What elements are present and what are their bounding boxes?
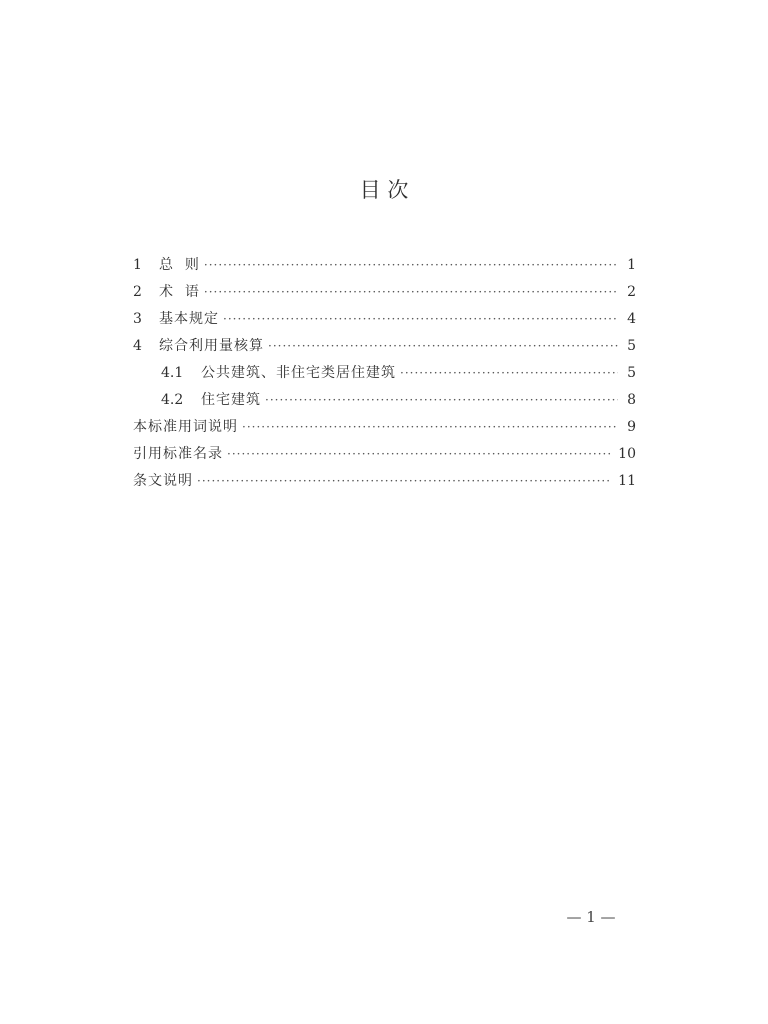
toc-entry-title: 总 则 xyxy=(159,257,200,273)
toc-entry-page: 4 xyxy=(627,311,636,327)
toc-entry-number: 4.2 xyxy=(161,392,184,408)
toc-leader-dots xyxy=(265,390,618,410)
toc-entry-title: 本标准用词说明 xyxy=(133,419,238,435)
toc-leader-dots xyxy=(268,336,618,356)
toc-entry[interactable] xyxy=(133,255,636,282)
table-of-contents xyxy=(133,255,636,498)
toc-entry-number: 3 xyxy=(133,311,142,327)
toc-entry-number: 2 xyxy=(133,284,142,300)
toc-entry-title: 引用标准名录 xyxy=(133,446,223,462)
toc-entry-title: 公共建筑、非住宅类居住建筑 xyxy=(201,365,396,381)
toc-entry-page: 5 xyxy=(627,338,636,354)
toc-leader-dots xyxy=(223,309,618,329)
toc-entry[interactable] xyxy=(133,444,636,471)
toc-entry-number: 4.1 xyxy=(161,365,184,381)
toc-entry-number: 4 xyxy=(133,338,142,354)
toc-subentry[interactable] xyxy=(133,363,636,390)
toc-leader-dots xyxy=(227,444,612,464)
toc-entry[interactable] xyxy=(133,282,636,309)
toc-leader-dots xyxy=(204,255,618,275)
toc-entry-title: 住宅建筑 xyxy=(201,392,261,408)
toc-leader-dots xyxy=(242,417,618,437)
toc-entry[interactable] xyxy=(133,336,636,363)
toc-leader-dots xyxy=(197,471,612,491)
toc-entry[interactable] xyxy=(133,417,636,444)
toc-entry-title: 基本规定 xyxy=(159,311,219,327)
toc-entry-title: 条文说明 xyxy=(133,473,193,489)
toc-entry-page: 2 xyxy=(627,284,636,300)
toc-entry-title: 术 语 xyxy=(159,284,200,300)
toc-leader-dots xyxy=(400,363,618,383)
toc-entry-page: 9 xyxy=(627,419,636,435)
toc-entry-title: 综合利用量核算 xyxy=(159,338,264,354)
toc-entry[interactable] xyxy=(133,309,636,336)
toc-entry-page: 8 xyxy=(627,392,636,408)
toc-entry-page: 5 xyxy=(627,365,636,381)
toc-entry-page: 1 xyxy=(627,257,636,273)
toc-entry-page: 10 xyxy=(618,446,636,462)
toc-subentry[interactable] xyxy=(133,390,636,417)
toc-leader-dots xyxy=(204,282,618,302)
page-title: 目 次 xyxy=(359,178,409,202)
toc-entry-number: 1 xyxy=(133,257,142,273)
toc-entry[interactable] xyxy=(133,471,636,498)
toc-entry-page: 11 xyxy=(618,473,636,489)
page-number: — 1 — xyxy=(566,908,616,926)
